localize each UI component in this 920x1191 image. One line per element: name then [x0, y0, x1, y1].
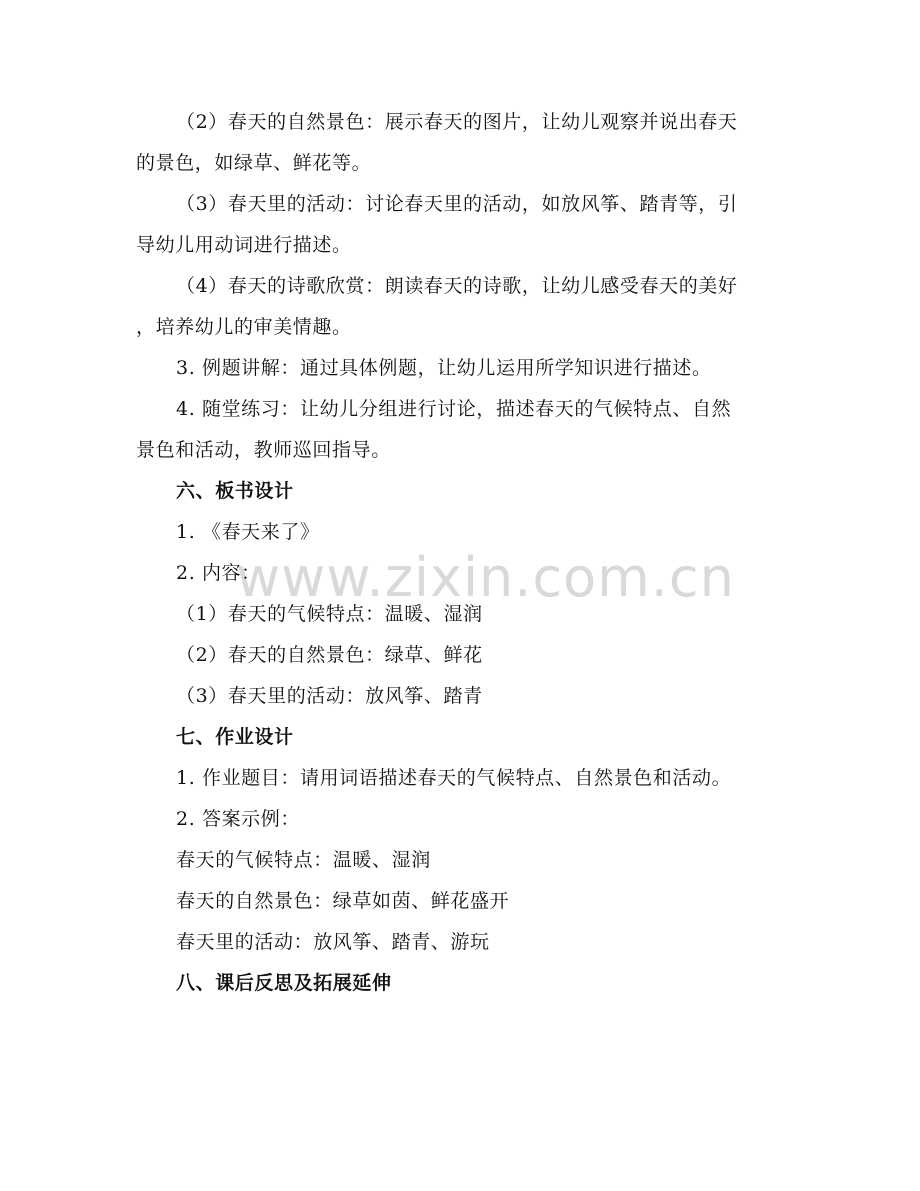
section-heading: 八、课后反思及拓展延伸: [176, 972, 392, 994]
list-item: 2. 答案示例：: [176, 808, 300, 830]
paragraph-line: （2）春天的自然景色：展示春天的图片，让幼儿观察并说出春天: [176, 111, 738, 133]
paragraph-line: （4）春天的诗歌欣赏：朗读春天的诗歌，让幼儿感受春天的美好: [176, 275, 738, 297]
answer-line: 春天的气候特点：温暖、湿润: [176, 849, 431, 871]
paragraph-line: 4. 随堂练习：让幼儿分组进行讨论，描述春天的气候特点、自然: [176, 398, 732, 420]
answer-line: 春天里的活动：放风筝、踏青、游玩: [176, 931, 490, 953]
paragraph-line: 3. 例题讲解：通过具体例题，让幼儿运用所学知识进行描述。: [176, 357, 712, 379]
paragraph-line: 导幼儿用动词进行描述。: [136, 234, 352, 256]
list-item: 1. 作业题目：请用词语描述春天的气候特点、自然景色和活动。: [176, 767, 732, 789]
list-item: 1. 《春天来了》: [176, 521, 320, 543]
list-item: 2. 内容：: [176, 562, 261, 584]
list-item: （2）春天的自然景色：绿草、鲜花: [176, 644, 483, 666]
paragraph-line: 景色和活动，教师巡回指导。: [136, 439, 391, 461]
section-heading: 六、板书设计: [176, 480, 294, 502]
paragraph-line: （3）春天里的活动：讨论春天里的活动，如放风筝、踏青等，引: [176, 193, 738, 215]
paragraph-line: ，培养幼儿的审美情趣。: [136, 316, 352, 338]
list-item: （1）春天的气候特点：温暖、湿润: [176, 603, 483, 625]
paragraph-line: 的景色，如绿草、鲜花等。: [136, 152, 372, 174]
answer-line: 春天的自然景色：绿草如茵、鲜花盛开: [176, 890, 510, 912]
watermark: www.zixin.com.cn: [236, 546, 735, 609]
list-item: （3）春天里的活动：放风筝、踏青: [176, 685, 483, 707]
section-heading: 七、作业设计: [176, 726, 294, 748]
